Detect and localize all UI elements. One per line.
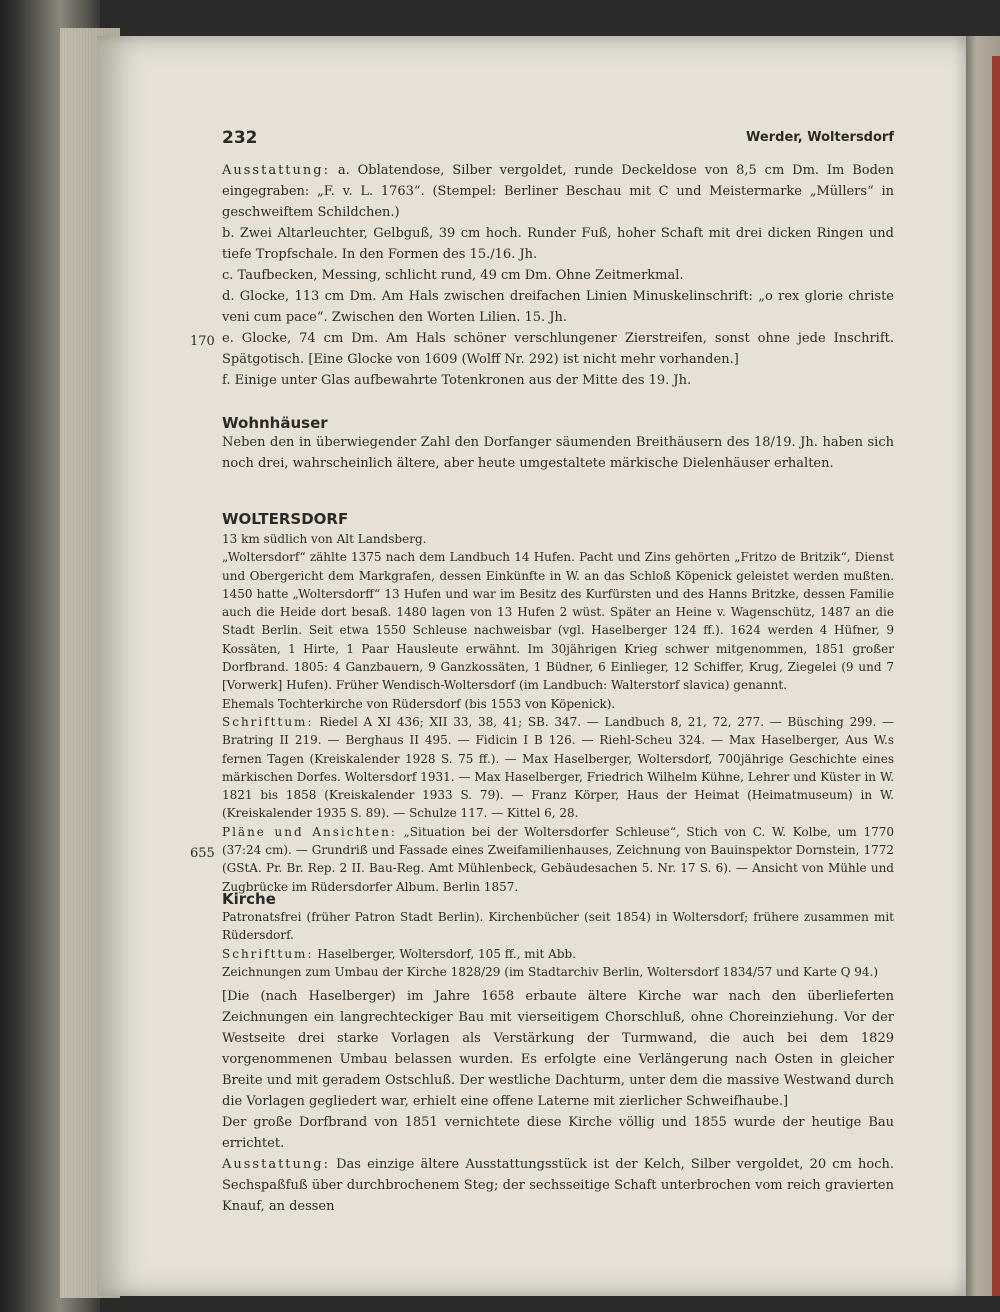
history-paragraph: „Woltersdorf“ zählte 1375 nach dem Landbuch 14 Hufen. Pacht und Zins gehörten „Fritzo de Britzik“, Dienst und Obergericht dem Markgrafen, dessen Einkünfte in W. an das Schloß Köpenick geleistet werden mußten. 1450 hatte „Woltersdorff“ 13 Hufen und war im Besitz des Kurfürsten und des Hanns Britzke, dessen Familie auch die Heide dort besaß. 1480 lagen von 13 Hufen 2 wüst. Später an Heine v. Wagenschütz, 1487 an die Stadt Berlin. Seit etwa 1550 Schleuse nachweisbar (vgl. Haselberger 124 ff.). 1624 werden 4 Hüfner, 9 Kossäten, 1 Hirte, 1 Paar Hausleute erwähnt. Im 30jährigen Krieg schwer mitgenommen, 1851 großer Dorfbrand. 1805: 4 Ganzbauern, 9 Ganzkossäten, 1 Büdner, 6 Einlieger, 12 Schiffer, Krug, Ziegelei (9 und 7 [Vorwerk] Hufen). Früher Wendisch-Woltersdorf (im Landbuch: Walterstorf slavica) genannt. xyxy=(222,550,894,693)
page-number: 232 xyxy=(222,128,258,148)
margin-number-170: 170 xyxy=(190,334,215,349)
beschreibung-paragraph: [Die (nach Haselberger) im Jahre 1658 erbaute ältere Kirche war nach den überlieferten Zeichnungen ein langrechteckiger Bau mit vierseitigem Chorschluß, ohne Choreinziehung. Vor der Westseite drei starke Vorlagen als Verstärkung der Turmwand, die auch bei dem 1829 vorgenommenen Umbau belassen wurden. Es erfolgte eine Verlängerung nach Osten in gleicher Breite und mit geradem Ostschluß. Der westliche Dachturm, unter dem die massive Westwand durch die Vorlagen gegliedert war, erhielt eine offene Laterne mit zierlicher Schweifhaube.] xyxy=(222,989,894,1109)
kirche-body xyxy=(222,986,894,1217)
schrifttum-label: Schrifttum: xyxy=(222,714,314,729)
tochterkirche-line: Ehemals Tochterkirche von Rüdersdorf (bis 1553 von Köpenick). xyxy=(222,696,616,711)
plaene-paragraph: Pläne und Ansichten: „Situation bei der Woltersdorfer Schleuse“, Stich von C. W. Kolbe, um 1770 (37:24 cm). — Grundriß und Fassade eines Zweifamilienhauses, Zeichnung von Bauinspektor Dornstein, 1772 (GStA. Pr. Br. Rep. 2 II. Bau-Reg. Amt Mühlenbeck, Gebäudesachen 5. Nr. 17 S. 6). — Ansicht von Mühle und Zugbrücke im Rüdersdorfer Album. Berlin 1857. xyxy=(222,824,894,894)
ausstattung-label: Ausstattung: xyxy=(222,163,330,178)
kirche-schrifttum: Schrifttum: Haselberger, Woltersdorf, 105 ff., mit Abb. xyxy=(222,946,577,961)
patronat-line: Patronatsfrei (früher Patron Stadt Berlin). Kirchenbücher (seit 1854) in Woltersdorf; frühere zusammen mit Rüdersdorf. xyxy=(222,910,894,943)
kirche-ausstattung-label: Ausstattung: xyxy=(222,1157,330,1172)
schrifttum-paragraph: Schrifttum: Riedel A XI 436; XII 33, 38, 41; SB. 347. — Landbuch 8, 21, 72, 277. — Büsching 299. — Bratring II 219. — Berghaus II 495. — Fidicin I B 126. — Riehl-Scheu 324. — Max Haselberger, Aus W.s fernen Tagen (Kreiskalender 1928 S. 75 ff.). — Max Haselberger, Woltersdorf, 700jährige Geschichte eines märkischen Dorfes. Woltersdorf 1931. — Max Haselberger, Friedrich Wilhelm Kühne, Lehrer und Küster in W. 1821 bis 1858 (Kreiskalender 1933 S. 79). — Franz Körper, Haus der Heimat (Heimatmuseum) in W. (Kreiskalender 1935 S. 89). — Schulze 117. — Kittel 6, 28. xyxy=(222,714,894,821)
facing-page-edge xyxy=(966,36,1000,1296)
heading-woltersdorf: WOLTERSDORF xyxy=(222,510,349,528)
kirche-schrifttum-label: Schrifttum: xyxy=(222,946,314,961)
ausstattung-e: e. Glocke, 74 cm Dm. Am Hals schöner verschlungener Zierstreifen, sonst ohne jede Inschrift. Spätgotisch. [Eine Glocke von 1609 (Wolff Nr. 292) ist nicht mehr vorhanden.] xyxy=(222,331,894,367)
kirche-intro xyxy=(222,908,894,981)
margin-number-655: 655 xyxy=(190,846,215,861)
heading-wohnhaeuser: Wohnhäuser xyxy=(222,414,328,432)
zeichnungen-line: Zeichnungen zum Umbau der Kirche 1828/29 (im Stadtarchiv Berlin, Woltersdorf 1834/57 und Karte Q 94.) xyxy=(222,964,879,979)
dorfbrand-line: Der große Dorfbrand von 1851 vernichtete diese Kirche völlig und 1855 wurde der heutige Bau errichtet. xyxy=(222,1115,894,1151)
running-head: Werder, Woltersdorf xyxy=(746,130,894,145)
kirche-ausstattung: Ausstattung: Das einzige ältere Ausstattungsstück ist der Kelch, Silber vergoldet, 20 cm hoch. Sechspaßfuß über durchbrochenem Steg; der sechsseitige Schaft unterbrochen vom reich gravierten Knauf, an dessen xyxy=(222,1157,894,1214)
bookmark-ribbon xyxy=(992,56,1000,1296)
ausstattung-a: Ausstattung: a. Oblatendose, Silber vergoldet, runde Deckeldose von 8,5 cm Dm. Im Boden eingegraben: „F. v. L. 1763“. (Stempel: Berliner Beschau mit C und Meistermarke „Müllers“ in geschweiftem Schildchen.) xyxy=(222,163,894,220)
page-header xyxy=(222,128,894,154)
ausstattung-d: d. Glocke, 113 cm Dm. Am Hals zwischen dreifachen Linien Minuskelinschrift: „o rex glorie christe veni cum pace“. Zwischen den Worten Lilien. 15. Jh. xyxy=(222,289,894,325)
plaene-label: Pläne und Ansichten: xyxy=(222,824,397,839)
location-line: 13 km südlich von Alt Landsberg. xyxy=(222,532,427,546)
ausstattung-c: c. Taufbecken, Messing, schlicht rund, 49 cm Dm. Ohne Zeitmerkmal. xyxy=(222,268,684,283)
heading-kirche: Kirche xyxy=(222,890,276,908)
woltersdorf-block xyxy=(222,530,894,896)
wohnhaeuser-text: Neben den in überwiegender Zahl den Dorfanger säumenden Breithäusern des 18/19. Jh. haben sich noch drei, wahrscheinlich ältere, aber heute umgestaltete märkische Dielenhäuser erhalten. xyxy=(222,435,894,471)
ausstattung-f: f. Einige unter Glas aufbewahrte Totenkronen aus der Mitte des 19. Jh. xyxy=(222,373,692,388)
ausstattung-b: b. Zwei Altarleuchter, Gelbguß, 39 cm hoch. Runder Fuß, hoher Schaft mit drei dicken Ringen und tiefe Tropfschale. In den Formen des 15./16. Jh. xyxy=(222,226,894,262)
ausstattung-block xyxy=(222,160,894,391)
